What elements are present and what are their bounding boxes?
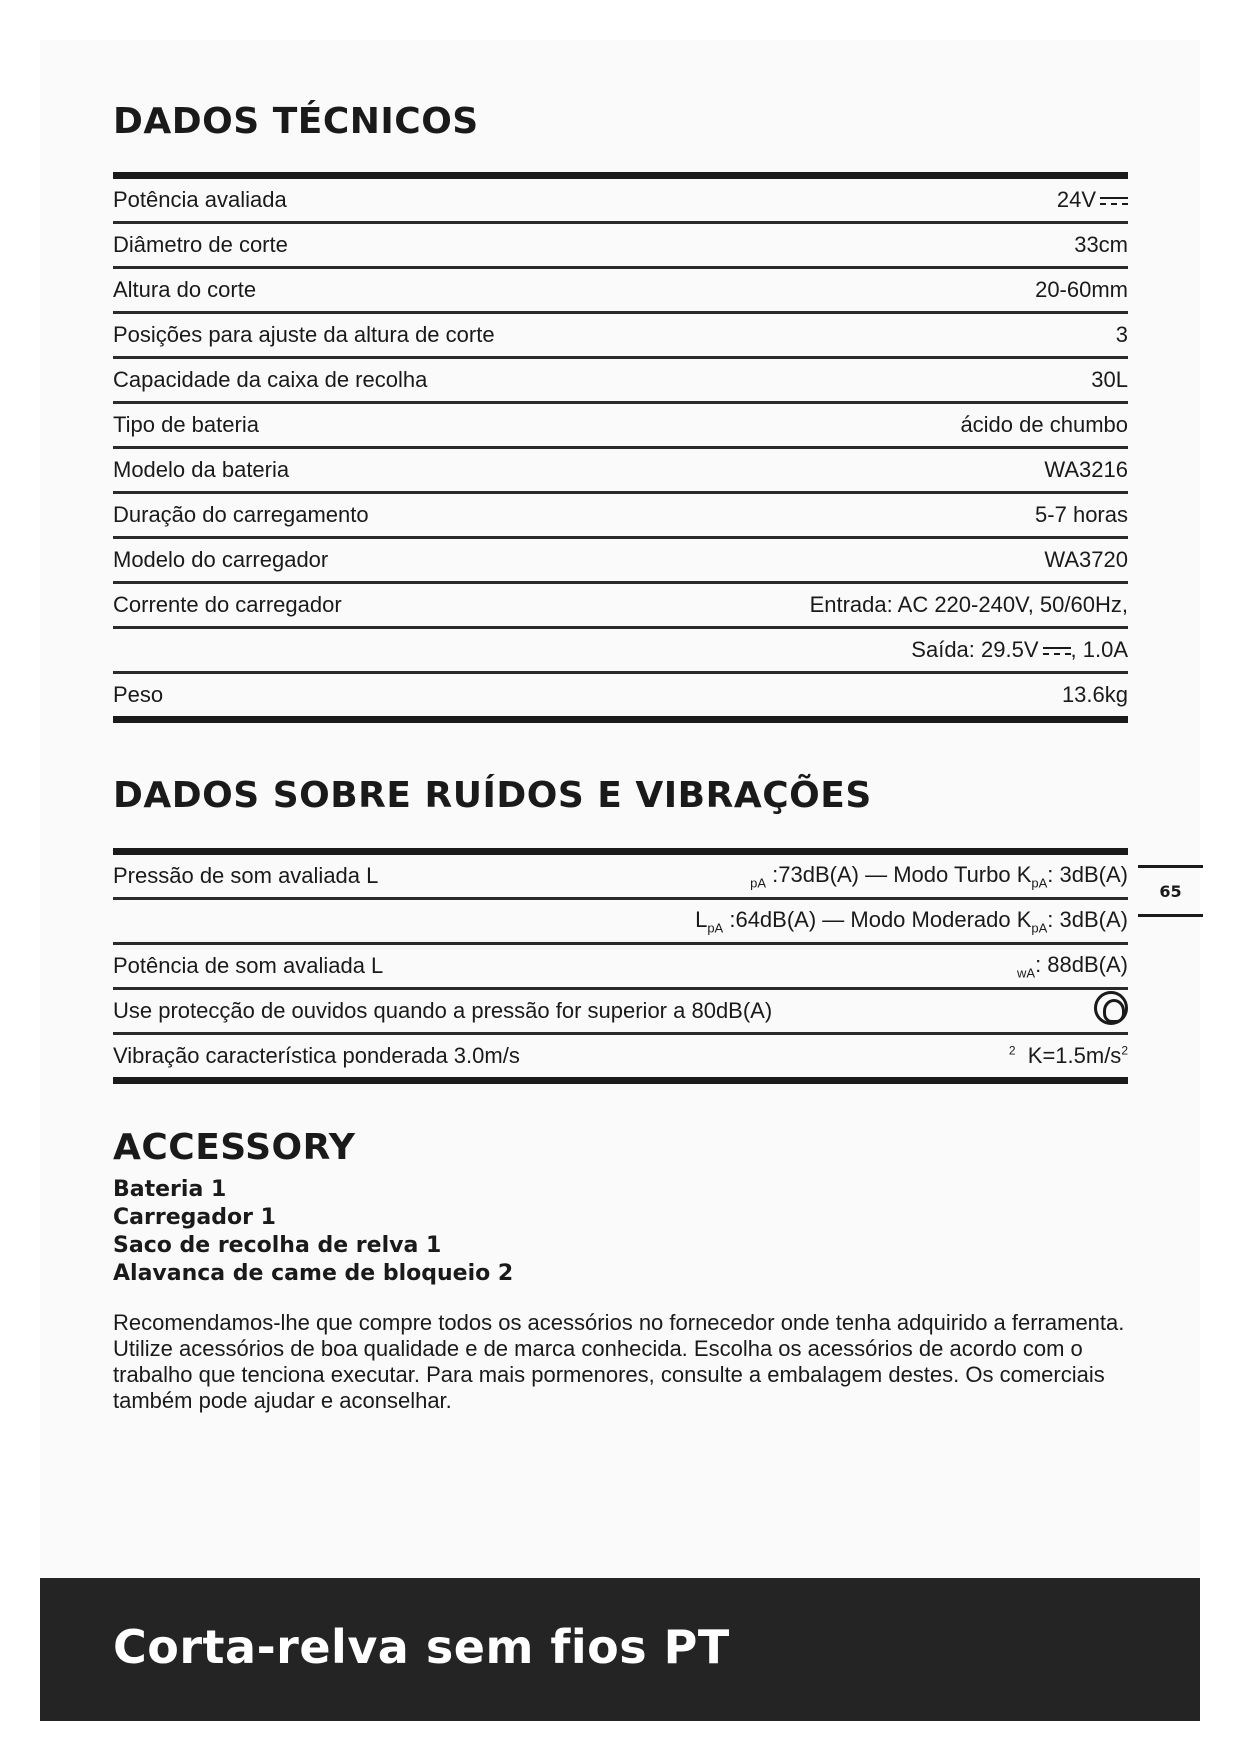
table-row [113,404,1128,449]
table-row [113,584,1128,629]
table-row [113,314,1128,359]
table-row [113,539,1128,584]
section-rule [113,848,1128,855]
noise-section [113,775,1128,1084]
row-label: Modelo da bateria [113,457,290,482]
row-value: $_{wA}$: 88dB(A) [1017,951,1128,981]
page-number: 65 [1138,865,1203,917]
section-rule [113,1077,1128,1084]
row-label: Peso [113,682,164,707]
technical-table [113,179,1128,716]
row-value: ácido de chumbo [960,412,1128,437]
accessory-list [113,1176,1128,1288]
row-value: 24V [1057,187,1128,213]
table-row [113,674,1128,716]
row-value: WA3216 [1044,457,1128,482]
technical-section [113,101,1128,723]
dc-symbol-icon [1100,195,1128,207]
table-row [113,449,1128,494]
row-value: 20-60mm [1035,277,1128,302]
noise-heading: DADOS SOBRE RUÍDOS E VIBRAÇÕES [113,775,872,816]
ear-protection-icon [1094,991,1128,1025]
row-value: 3 [1115,322,1128,347]
row-label: Tipo de bateria [113,412,259,437]
footer-title: Corta-relva sem fios PT [113,1620,730,1674]
row-label: Posições para ajuste da altura de corte [113,322,495,347]
accessory-section [113,1127,1128,1414]
row-label: Corrente do carregador [113,592,342,617]
row-label: Potência avaliada [113,187,287,212]
row-value: Saída: 29.5V , 1.0A [911,637,1128,662]
row-label: Altura do corte [113,277,257,302]
accessory-paragraph: Recomendamos-lhe que compre todos os acessórios no fornecedor onde tenha adquirido a ferramenta. Utilize acessórios de boa qualidade e de marca conhecida. Escolha os acessórios de acordo com o trabalho que tenciona executar. Para mais pormenores, consulte a embalagem destes. Os comerciais também pode ajudar e aconselhar. [113,1310,1125,1413]
table-row [113,224,1128,269]
table-row [113,945,1128,990]
row-value: 13.6kg [1061,682,1128,707]
table-row [113,1035,1128,1077]
section-rule [113,716,1128,723]
list-item: Carregador 1 [113,1205,276,1230]
row-label: Modelo do carregador [113,547,329,572]
table-row [113,629,1128,674]
table-row [113,855,1128,900]
row-value: WA3720 [1044,547,1128,572]
row-label: Potência de som avaliada L [113,953,384,978]
table-row [113,990,1128,1035]
section-rule [113,172,1128,179]
row-label: Duração do carregamento [113,502,369,527]
accessory-heading: ACCESSORY [113,1127,356,1168]
technical-heading: DADOS TÉCNICOS [113,101,479,142]
table-row [113,269,1128,314]
row-value: 33cm [1074,232,1128,257]
row-value: $_{pA}$ :73dB(A) — Modo Turbo $K_{pA}$: 3dB(A) [750,861,1128,891]
row-value: Entrada: AC 220-240V, 50/60Hz, [809,592,1128,617]
row-value: $^2$ $K=1.5m/s^2$ [1008,1043,1128,1068]
dc-symbol-icon [1043,645,1071,657]
row-label: Capacidade da caixa de recolha [113,367,428,392]
list-item: Saco de recolha de relva 1 [113,1233,442,1258]
table-row [113,359,1128,404]
table-row [113,179,1128,224]
row-label: Pressão de som avaliada L [113,863,379,888]
table-row [113,900,1128,945]
table-row [113,494,1128,539]
list-item: Bateria 1 [113,1177,227,1202]
row-value: 5-7 horas [1035,502,1128,527]
list-item: Alavanca de came de bloqueio 2 [113,1261,514,1286]
row-value: 30L [1091,367,1128,392]
row-label: Vibração característica ponderada 3.0m/s [113,1043,520,1068]
row-label: Use protecção de ouvidos quando a pressão for superior a 80dB(A) [113,998,773,1023]
row-label: Diâmetro de corte [113,232,288,257]
row-value: $L_{pA}$ :64dB(A) — Modo Moderado $K_{pA}$: 3dB(A) [695,906,1128,936]
